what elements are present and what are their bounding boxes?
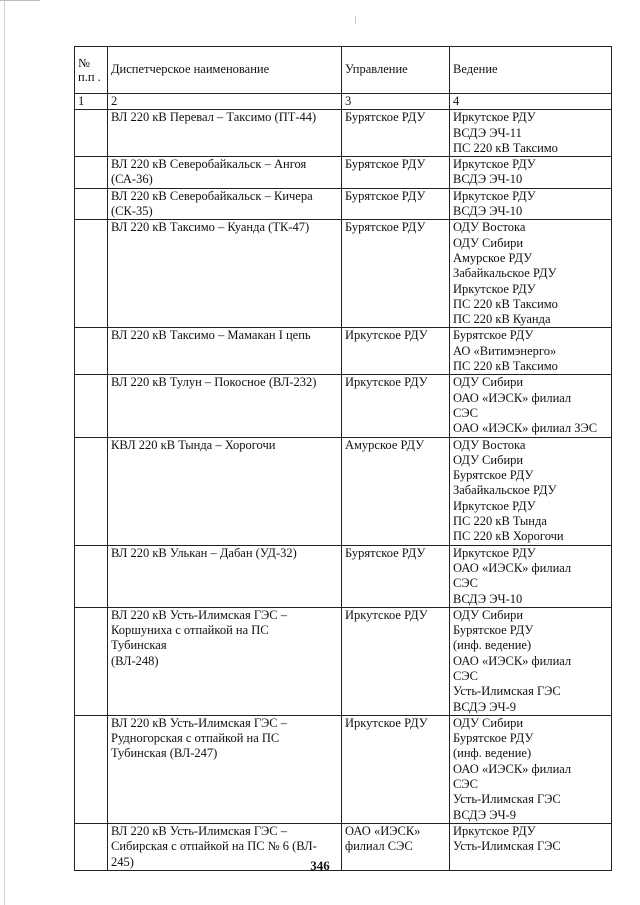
- name-line: (СА-36): [111, 172, 153, 187]
- cell-management: [450, 545, 612, 607]
- name-line: ВЛ 220 кВ Северобайкальск – Кичера: [111, 188, 313, 203]
- table-row: [75, 157, 612, 189]
- name-line: ВЛ 220 кВ Таксимо – Мамакан I цепь: [111, 328, 311, 343]
- table-row: [75, 375, 612, 437]
- cell-control: [342, 188, 450, 220]
- management-line: Иркутское РДУ: [453, 188, 536, 203]
- dispatch-table: [74, 46, 612, 871]
- control-line: Амурское РДУ: [345, 437, 425, 452]
- cell-name: [108, 220, 342, 328]
- name-line: ВЛ 220 кВ Тулун – Покосное (ВЛ-232): [111, 375, 317, 390]
- management-line: ОАО «ИЭСК» филиал: [453, 390, 572, 405]
- name-line: 245): [111, 854, 134, 869]
- management-line: ВСДЭ ЭЧ-10: [453, 172, 523, 187]
- control-line: Иркутское РДУ: [345, 715, 428, 730]
- name-line: ВЛ 220 кВ Усть-Илимская ГЭС –: [111, 823, 288, 838]
- row-number-cell: [75, 328, 108, 375]
- column-header-name: Диспетчерское наименование: [108, 47, 342, 94]
- management-line: ВСДЭ ЭЧ-9: [453, 699, 517, 714]
- management-line: Амурское РДУ: [453, 250, 533, 265]
- management-line: Иркутское РДУ: [453, 498, 536, 513]
- column-header-number: № п.п .: [75, 47, 108, 94]
- row-number-cell: [75, 545, 108, 607]
- control-line: Бурятское РДУ: [345, 220, 426, 235]
- cell-control: [342, 157, 450, 189]
- management-line: ВСДЭ ЭЧ-10: [453, 204, 523, 219]
- cell-control: [342, 110, 450, 157]
- name-line: ВЛ 220 кВ Таксимо – Куанда (ТК-47): [111, 220, 310, 235]
- name-line: КВЛ 220 кВ Тында – Хорогочи: [111, 437, 276, 452]
- cell-management: [450, 110, 612, 157]
- management-line: ВСДЭ ЭЧ-9: [453, 807, 517, 822]
- cell-name: [108, 375, 342, 437]
- table-numbering-row: [75, 94, 612, 110]
- cell-management: [450, 715, 612, 823]
- cell-management: [450, 220, 612, 328]
- management-line: СЭС: [453, 576, 478, 591]
- row-number-cell: [75, 375, 108, 437]
- control-line: Бурятское РДУ: [345, 110, 426, 125]
- control-line: Иркутское РДУ: [345, 328, 428, 343]
- management-line: Бурятское РДУ: [453, 623, 534, 638]
- column-number-3: 3: [342, 94, 450, 110]
- column-header-control: Управление: [342, 47, 450, 94]
- management-line: ОАО «ИЭСК» филиал: [453, 761, 572, 776]
- name-line: ВЛ 220 кВ Северобайкальск – Ангоя: [111, 157, 307, 172]
- cell-control: [342, 545, 450, 607]
- table-row: [75, 188, 612, 220]
- table-row: [75, 545, 612, 607]
- name-line: (ВЛ-248): [111, 653, 159, 668]
- page-number: 346: [310, 858, 330, 873]
- scan-artifact: [355, 16, 356, 24]
- management-line: Бурятское РДУ: [453, 731, 534, 746]
- cell-management: [450, 375, 612, 437]
- control-line: филиал СЭС: [345, 839, 413, 854]
- cell-name: [108, 188, 342, 220]
- control-line: Бурятское РДУ: [345, 545, 426, 560]
- name-line: ВЛ 220 кВ Усть-Илимская ГЭС –: [111, 607, 288, 622]
- management-line: Бурятское РДУ: [453, 468, 534, 483]
- table-row: [75, 328, 612, 375]
- name-line: ВЛ 220 кВ Перевал – Таксимо (ПТ-44): [111, 110, 317, 125]
- control-line: Бурятское РДУ: [345, 157, 426, 172]
- cell-name: [108, 328, 342, 375]
- name-line: Сибирская с отпайкой на ПС № 6 (ВЛ-: [111, 839, 317, 854]
- cell-control: [342, 437, 450, 545]
- table-row: [75, 437, 612, 545]
- cell-management: [450, 188, 612, 220]
- management-line: ОАО «ИЭСК» филиал: [453, 560, 572, 575]
- row-number-cell: [75, 715, 108, 823]
- table-body: [75, 110, 612, 871]
- management-line: Иркутское РДУ: [453, 823, 536, 838]
- column-number-2: 2: [108, 94, 342, 110]
- cell-control: [342, 328, 450, 375]
- name-line: ВЛ 220 кВ Улькан – Дабан (УД-32): [111, 545, 297, 560]
- row-number-cell: [75, 110, 108, 157]
- cell-management: [450, 157, 612, 189]
- management-line: Забайкальское РДУ: [453, 483, 557, 498]
- management-line: ПС 220 кВ Таксимо: [453, 296, 558, 311]
- name-line: Коршуниха с отпайкой на ПС: [111, 623, 269, 638]
- management-line: ОАО «ИЭСК» филиал: [453, 653, 572, 668]
- scan-edge-line: [4, 0, 5, 905]
- management-line: АО «Витимэнерго»: [453, 343, 557, 358]
- cell-control: [342, 715, 450, 823]
- management-line: Усть-Илимская ГЭС: [453, 792, 561, 807]
- cell-control: [342, 607, 450, 715]
- management-line: ОДУ Сибири: [453, 715, 524, 730]
- management-line: ПС 220 кВ Хорогочи: [453, 529, 564, 544]
- management-line: Иркутское РДУ: [453, 110, 536, 125]
- management-line: СЭС: [453, 777, 478, 792]
- table-header-row: [75, 47, 612, 94]
- row-number-cell: [75, 220, 108, 328]
- name-line: Тубинская (ВЛ-247): [111, 746, 218, 761]
- control-line: Бурятское РДУ: [345, 188, 426, 203]
- management-line: СЭС: [453, 668, 478, 683]
- table-row: [75, 607, 612, 715]
- cell-name: [108, 607, 342, 715]
- control-line: ОАО «ИЭСК»: [345, 823, 421, 838]
- cell-name: [108, 437, 342, 545]
- row-number-cell: [75, 188, 108, 220]
- cell-name: [108, 545, 342, 607]
- management-line: ВСДЭ ЭЧ-11: [453, 125, 522, 140]
- management-line: Иркутское РДУ: [453, 157, 536, 172]
- row-number-cell: [75, 157, 108, 189]
- management-line: Бурятское РДУ: [453, 328, 534, 343]
- management-line: (инф. ведение): [453, 746, 532, 761]
- row-number-cell: [75, 607, 108, 715]
- control-line: Иркутское РДУ: [345, 607, 428, 622]
- management-line: Иркутское РДУ: [453, 281, 536, 296]
- cell-name: [108, 715, 342, 823]
- management-line: ОДУ Сибири: [453, 375, 524, 390]
- management-line: ОДУ Сибири: [453, 607, 524, 622]
- column-number-4: 4: [450, 94, 612, 110]
- table-row: [75, 715, 612, 823]
- name-line: ВЛ 220 кВ Усть-Илимская ГЭС –: [111, 715, 288, 730]
- management-line: (инф. ведение): [453, 638, 532, 653]
- management-line: ОАО «ИЭСК» филиал ЗЭС: [453, 421, 598, 436]
- cell-name: [108, 157, 342, 189]
- table-row: [75, 110, 612, 157]
- cell-name: [108, 110, 342, 157]
- name-line: (СК-35): [111, 204, 153, 219]
- name-line: Рудногорская с отпайкой на ПС: [111, 731, 280, 746]
- cell-control: [342, 220, 450, 328]
- management-line: Иркутское РДУ: [453, 545, 536, 560]
- management-line: ОДУ Сибири: [453, 452, 524, 467]
- column-number-1: 1: [75, 94, 108, 110]
- control-line: Иркутское РДУ: [345, 375, 428, 390]
- management-line: Усть-Илимская ГЭС: [453, 684, 561, 699]
- management-line: Забайкальское РДУ: [453, 266, 557, 281]
- management-line: СЭС: [453, 405, 478, 420]
- cell-management: [450, 437, 612, 545]
- name-line: Тубинская: [111, 638, 167, 653]
- management-line: ПС 220 кВ Таксимо: [453, 140, 558, 155]
- table-row: [75, 220, 612, 328]
- row-number-cell: [75, 437, 108, 545]
- management-line: ПС 220 кВ Тында: [453, 514, 547, 529]
- cell-management: [450, 607, 612, 715]
- cell-management: [450, 328, 612, 375]
- management-line: ОДУ Сибири: [453, 235, 524, 250]
- management-line: ОДУ Востока: [453, 220, 526, 235]
- management-line: Усть-Илимская ГЭС: [453, 839, 561, 854]
- cell-control: [342, 375, 450, 437]
- scan-edge-mark: [0, 0, 40, 1]
- column-header-management: Ведение: [450, 47, 612, 94]
- management-line: ВСДЭ ЭЧ-10: [453, 591, 523, 606]
- management-line: ПС 220 кВ Таксимо: [453, 359, 558, 374]
- management-line: ПС 220 кВ Куанда: [453, 312, 551, 327]
- management-line: ОДУ Востока: [453, 437, 526, 452]
